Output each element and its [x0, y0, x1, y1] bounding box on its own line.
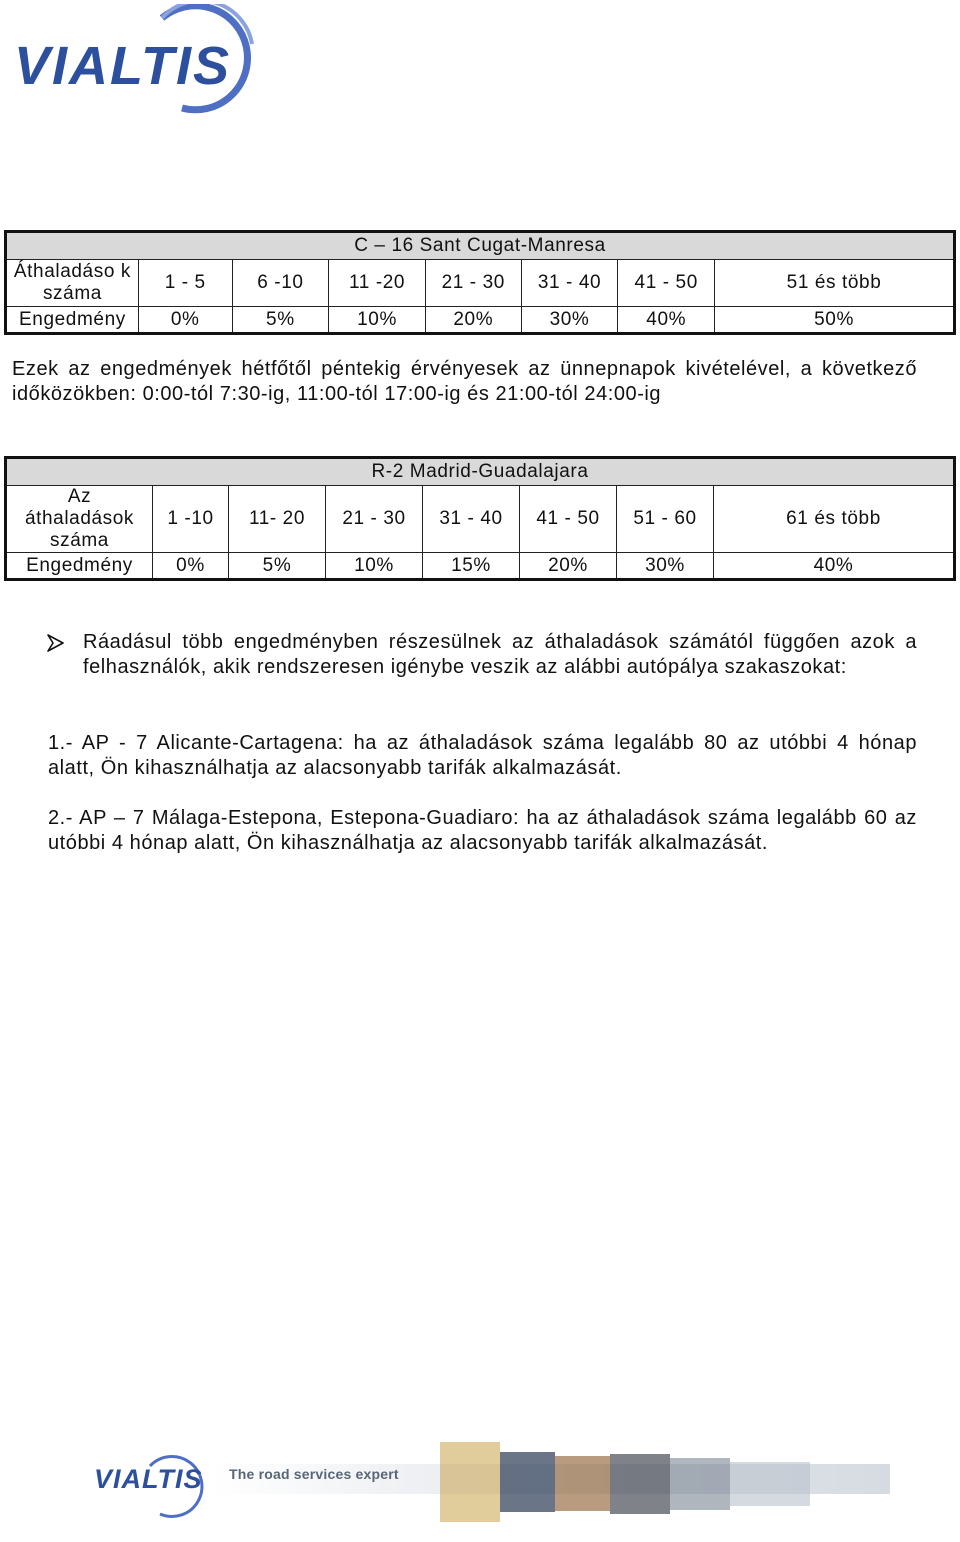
bullet-paragraph: Ráadásul több engedményben részesülnek az áthaladások számától függően azok a felhasználók, akik rendszeresen igénybe veszik az alábbi autópálya szakaszokat:: [83, 631, 917, 678]
footer-logo-wordmark: VIALTIS: [94, 1464, 203, 1494]
discount-cell: 30%: [521, 307, 618, 334]
discount-cell: 10%: [326, 553, 423, 580]
range-cell: 1 - 5: [138, 260, 232, 307]
range-cell: 51 és több: [715, 260, 955, 307]
footer-banner: [90, 1436, 890, 1528]
discount-cell: 40%: [618, 307, 715, 334]
row-label-discount: Engedmény: [6, 307, 139, 334]
row-label-passes: Az áthaladások száma: [6, 486, 153, 553]
row-label-passes: Áthaladáso k száma: [6, 260, 139, 307]
validity-note: Ezek az engedmények hétfőtől péntekig érvényesek az ünnepnapok kivételével, a következő időközökben: 0:00-tól 7:30-ig, 11:00-tól 17:00-ig és 21:00-tól 24:00-ig: [12, 358, 917, 405]
arrow-bullet-icon: [46, 633, 66, 653]
footer-tagline: The road services expert: [229, 1466, 399, 1482]
range-cell: 21 - 30: [425, 260, 521, 307]
logo-wordmark: VIALTIS: [14, 36, 232, 96]
discount-cell: 5%: [229, 553, 326, 580]
discount-cell: 0%: [138, 307, 232, 334]
range-cell: 6 -10: [232, 260, 329, 307]
range-cell: 31 - 40: [423, 486, 520, 553]
discount-cell: 15%: [423, 553, 520, 580]
range-cell: 1 -10: [153, 486, 229, 553]
discount-cell: 30%: [617, 553, 714, 580]
range-cell: 61 és több: [714, 486, 955, 553]
motorway-item-2: 2.- AP – 7 Málaga-Estepona, Estepona-Guadiaro: ha az áthaladások száma legalább 60 az utóbbi 4 hónap alatt, Ön kihasználhatja az alacsonyabb tarifák alkalmazását.: [48, 807, 917, 854]
range-cell: 11 -20: [329, 260, 426, 307]
range-cell: 21 - 30: [326, 486, 423, 553]
range-cell: 41 - 50: [618, 260, 715, 307]
row-label-discount: Engedmény: [6, 553, 153, 580]
table-title: C – 16 Sant Cugat-Manresa: [6, 232, 955, 260]
rates-table-c16: [4, 230, 956, 335]
discount-cell: 5%: [232, 307, 329, 334]
range-cell: 41 - 50: [520, 486, 617, 553]
range-cell: 51 - 60: [617, 486, 714, 553]
discount-cell: 20%: [425, 307, 521, 334]
motorway-item-1: 1.- AP - 7 Alicante-Cartagena: ha az áthaladások száma legalább 80 az utóbbi 4 hónap alatt, Ön kihasználhatja az alacsonyabb tarifák alkalmazását.: [48, 732, 917, 779]
range-cell: 11- 20: [229, 486, 326, 553]
discount-cell: 10%: [329, 307, 426, 334]
range-cell: 31 - 40: [521, 260, 618, 307]
discount-cell: 20%: [520, 553, 617, 580]
discount-cell: 0%: [153, 553, 229, 580]
footer-photo-strip: [440, 1442, 810, 1522]
discount-cell: 40%: [714, 553, 955, 580]
discount-cell: 50%: [715, 307, 955, 334]
table-title: R-2 Madrid-Guadalajara: [6, 458, 955, 486]
vialtis-logo: [12, 4, 262, 114]
rates-table-r2: [4, 456, 956, 581]
